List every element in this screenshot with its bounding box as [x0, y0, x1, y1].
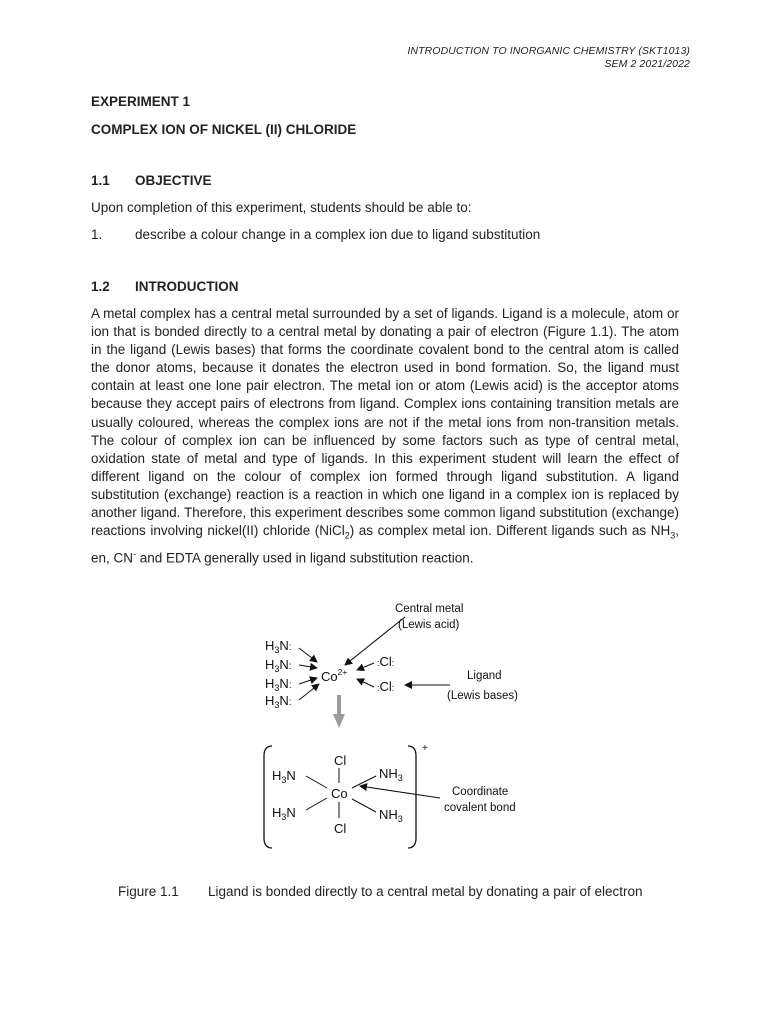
experiment-title: COMPLEX ION OF NICKEL (II) CHLORIDE	[91, 122, 357, 137]
nh3-ligand-1: $H_3N$:	[265, 638, 292, 655]
objective-item-text: describe a colour change in a complex ion due to ligand substitution	[135, 227, 541, 242]
nh3-ligand-2: $H_3N$:	[265, 657, 292, 674]
left-bracket	[264, 746, 272, 848]
intro-text-tail-1: ) as complex metal ion. Different ligands such as NH	[349, 523, 671, 539]
semester-label: SEM 2 2021/2022	[604, 58, 690, 70]
ligand-arrow-3	[299, 678, 317, 684]
chloride-top: Cl	[334, 753, 347, 768]
cobalt-ion: $Co^{2+}$	[321, 667, 348, 684]
section-number-introduction: 1.2	[91, 279, 110, 294]
coordinate-label-2: covalent bond	[444, 802, 516, 814]
chloride-arrow-1	[357, 663, 374, 670]
figure-caption-text: Ligand is bonded directly to a central metal by donating a pair of electron	[208, 884, 643, 899]
intro-text: A metal complex has a central metal surrounded by a set of ligands. Ligand is a molecule, atom or ion that is bonded directly to a central metal by donating a pair of electron (Figure 1.1). The atom in the ligand (Lewis bases) that forms the coordinate covalent bond to the central atom is called the donor atoms, because it donates the electron used in bond formation. So, the ligand must contain at least one lone pair electron. The metal ion or atom (Lewis acid) is the acceptor atoms because they accept pairs of electrons from ligand. Complex ions containing transition metals are usually coloured, whereas the complex ions are not if the metal ions from non-transition metals. The colour of complex ion can be influenced by some factors such as type of central metal, oxidation state of metal and type of ligands. In this experiment student will learn the effect of different ligand on the colour of complex ion formed through ligand substitution. A ligand substitution (exchange) reaction is a reaction in which one ligand in a complex ion is replaced by another ligand. Therefore, this experiment describes some common ligand substitution (exchange) reactions involving nickel(II) chloride (NiCl	[91, 306, 679, 539]
central-metal-label: Central metal	[395, 603, 464, 615]
bond-lower-right	[352, 799, 376, 812]
h3n-upper-left: $H_3N$	[272, 768, 296, 785]
nh3-upper-right: $NH_3$	[379, 766, 403, 783]
course-title: INTRODUCTION TO INORGANIC CHEMISTRY (SKT1013)	[407, 45, 690, 57]
section-heading-objective: OBJECTIVE	[135, 173, 212, 188]
chloride-ligand-2: :Cl:	[377, 679, 395, 694]
nh3-ligand-3: $H_3N$:	[265, 676, 292, 693]
ligand-arrow-4	[299, 684, 319, 700]
lewis-bases-label: (Lewis bases)	[447, 690, 518, 702]
cobalt-center: Co	[331, 786, 348, 801]
reaction-down-arrow-icon	[333, 695, 345, 728]
chloride-ligand-1: :Cl:	[377, 654, 395, 669]
nh3-lower-right: $NH_3$	[379, 807, 403, 824]
experiment-number: EXPERIMENT 1	[91, 94, 191, 109]
chloride-arrow-2	[357, 679, 374, 687]
intro-text-tail-3: and EDTA generally used in ligand substitution reaction.	[136, 550, 474, 566]
coordinate-bond-arrow	[360, 786, 440, 798]
h3n-lower-left: $H_3N$	[272, 805, 296, 822]
figure-caption-number: Figure 1.1	[118, 884, 179, 899]
objective-item-number: 1.	[91, 227, 103, 242]
nh3-subscript: 3	[670, 530, 676, 541]
bond-upper-left	[306, 776, 327, 788]
ligand-arrow-1	[299, 648, 317, 662]
nh3-ligand-4: $H_3N$:	[265, 693, 292, 710]
lewis-acid-label: (Lewis acid)	[398, 619, 460, 631]
section-number-objective: 1.1	[91, 173, 110, 188]
right-bracket	[408, 746, 416, 848]
nicl-subscript: 2	[344, 530, 350, 541]
section-heading-introduction: INTRODUCTION	[135, 279, 239, 294]
central-metal-arrow	[345, 617, 405, 665]
complex-charge: +	[422, 743, 428, 754]
bond-lower-left	[306, 798, 327, 810]
coordinate-label-1: Coordinate	[452, 786, 509, 798]
cn-superscript: -	[133, 548, 137, 559]
chloride-bottom: Cl	[334, 821, 347, 836]
ligand-label: Ligand	[467, 670, 502, 682]
intro-text-tail-2: , en, CN	[91, 523, 679, 566]
ligand-arrow-2	[299, 665, 317, 668]
objective-lead: Upon completion of this experiment, students should be able to:	[91, 200, 472, 215]
